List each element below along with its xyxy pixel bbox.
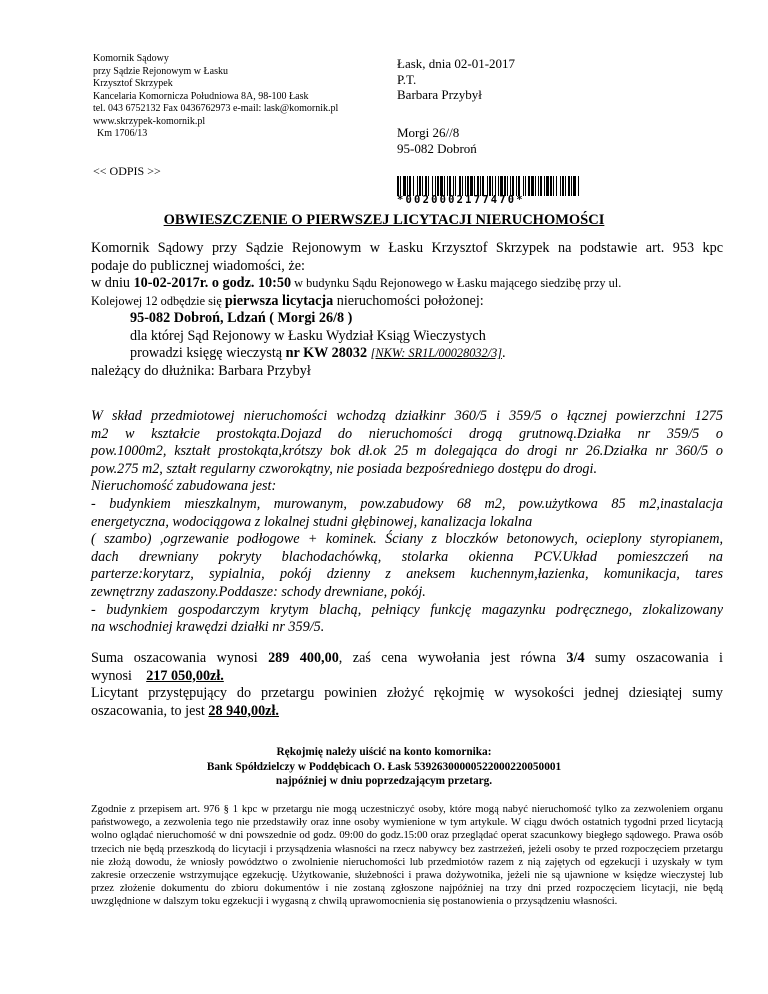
bailiff-header [93,53,338,141]
addressee-address [397,125,477,156]
text: Kolejowej 12 odbędzie się [91,293,225,308]
deposit-amount: 28 940,00zł. [208,702,279,719]
header-line: Komornik Sądowy [93,53,169,64]
header-line: Kancelaria Komornicza Południowa 8A, 98-100 Łask [93,90,309,102]
bank-account: Bank Spółdzielczy w Poddębicach O. Łask 53926300000522000220050001 [206,760,562,773]
address-city: 95-082 Dobroń [397,140,477,156]
intro-line: podaje do publicznej wiadomości, że: [91,257,305,274]
address-street: Morgi 26//8 [397,125,460,140]
barcode-number: *0020002177470* [397,194,525,206]
description-line: - budynkiem gospodarczym krytym blachą, pełniący funkcję magazynku podręcznego, zlokalizowany [91,601,723,618]
copy-marker: << ODPIS >> [93,164,161,178]
text: nieruchomości położonej: [333,292,484,309]
description-line: parterze:korytarz, sypialnia, pokój dzienny z aneksem kuchennym,łazienka, komunikacja, tares [91,566,723,583]
header-line: Krzysztof Skrzypek [93,78,173,89]
nkw-number: [NKW: SR1L/00028032/3] [370,346,503,360]
description-line: ( szambo) ,ogrzewanie podłogowe + kominek. Ściany z bloczków betonowych, ocieplony styropianem, [91,531,723,548]
description-line: m2 w kształcie prostokąta.Dojazd do nieruchomości drogą grutnową.Działka nr 359/5 o [91,425,723,442]
bank-line: Rękojmię należy uiścić na konto komornika: [276,746,492,758]
auction-date: 10-02-2017r. o godz. 10:50 [133,275,292,291]
salutation: P.T. [397,71,417,87]
starting-price-line [91,668,723,686]
valuation-line [91,650,723,668]
description-line: energetyczna, wodociągowa z lokalnej studni głębinowej, kanalizacja lokalna [91,513,533,530]
description-line: pow.1000m2, kształt prostokąta,krótszy bok dł.ok 25 m dolegająca do drogi nr 26.Działka nr 360/5 o [91,443,723,460]
kw-number: nr KW 28032 [285,345,368,361]
auction-type: pierwsza licytacja [224,292,334,309]
text: wynosi [91,667,147,684]
text: w dniu [91,275,134,291]
case-number: Km 1706/13 [97,128,148,139]
property-location: 95-082 Dobroń, Ldzań ( Morgi 26/8 ) [130,310,353,326]
description-line: Nieruchomość zabudowana jest: [91,478,277,495]
header-line: www.skrzypek-komornik.pl [93,115,206,127]
description-line: dach drewniany pokryty blachodachówką, stolarka okienna PCV.Układ pomieszczeń na [91,548,723,565]
deposit-info-line: Licytant przystępujący do przetargu powinien złożyć rękojmię w wysokości jednej dziesiątej sumy [91,685,723,701]
property-description [91,408,723,637]
legal-notice: Zgodnie z przepisem art. 976 § 1 kpc w przetargu nie mogą uczestniczyć osoby, które mogą nabyć nieruchomość tylko za zezwoleniem organu państwowego, a zezwolenia tego nie przedstawiły oraz inne osoby wymienione w tym artykule. W ciągu dwóch ostatnich tygodni przed licytacją wolno oglądać nieruchomość w dni powszednie od godz. 09:00 do godz.15:00 oraz przeglądać operat szacunkowy biegłego sądowego. Prawa osób trzecich nie będą przeszkodą do licytacji i przysądzenia własności na rzecz nabywcy bez zastrzeżeń, jeżeli osoby te przed rozpoczęciem przetargu nie złożą dowodu, że wniosły powództwo o zwolnienie nieruchomości lub przedmiotów razem z nią zajętych od egzekucji i uzyskały w tym zakresie orzeczenie wstrzymujące egzekucję. Użytkowanie, służebności i prawa dożywotnika, jeżeli nie są ujawnione w księdze wieczystej lub przez złożenie dokumentu do zbioru dokumentów i nie zostaną zgłoszone najpóźniej na trzy dni przed rozpoczęciem licytacji, nie będą uwzględnione w dalszym toku egzekucji i wygasną z chwilą uprawomocnienia się postanowienia o przysądzeniu własności. [91,804,723,908]
addressee-name: Barbara Przybył [397,87,482,102]
text: oszacowania, to jest [91,702,209,719]
price-fraction: 3/4 [566,650,585,666]
description-line: pow.275 m2, ształt regularny czworokątny, nie posiada bezpośredniego dostępu do drogi. [91,460,597,477]
valuation-section [91,650,723,720]
valuation-sum: 289 400,00 [268,650,339,666]
date-address-block [397,56,515,103]
land-register-line [91,345,723,363]
court-line: dla której Sąd Rejonowy w Łasku Wydział Ksiąg Wieczystych [130,327,486,344]
header-line: tel. 043 6752132 Fax 0436762973 e-mail: lask@komornik.pl [93,103,339,114]
bank-account-block [0,745,768,789]
header-line: przy Sądzie Rejonowym w Łasku [93,65,228,77]
text: , zaś cena wywołania jest równa [338,650,567,666]
description-line: - budynkiem mieszkalnym, murowanym, pow.zabudowy 68 m2, pow.użytkowa 85 m2,inastalacja [91,495,723,512]
bank-line: najpóźniej w dniu poprzedzającym przetarg. [275,775,493,787]
description-line: zewnętrzny zadaszony.Poddasze: schody drewniane, pokój. [91,583,426,600]
intro-section [91,240,723,380]
auction-place-line [91,293,723,311]
document-title [0,212,768,229]
description-line: na wschodniej krawędzi działki nr 359/5. [91,619,325,636]
text: w budynku Sądu Rejonowego w Łasku mającego siedzibę przy ul. [291,276,622,290]
title-text: OBWIESZCZENIE O PIERWSZEJ LICYTACJI NIERUCHOMOŚCI [163,212,605,228]
intro-line: Komornik Sądowy przy Sądzie Rejonowym w Łasku Krzysztof Skrzypek na podstawie art. 953 kpc [91,240,723,256]
text: . [502,345,506,361]
text: prowadzi księgę wieczystą [130,345,286,361]
barcode [397,176,580,196]
debtor-line: należący do dłużnika: Barbara Przybył [91,362,311,379]
description-line: W skład przedmiotowej nieruchomości wchodzą działkinr 360/5 i 359/5 o łącznej powierzchni 1275 [91,408,723,424]
starting-price: 217 050,00zł. [146,667,224,684]
deposit-line [91,703,723,721]
text: sumy oszacowania i [584,650,723,666]
text: Suma oszacowania wynosi [91,650,269,666]
auction-date-line [91,275,723,293]
date-line: Łask, dnia 02-01-2017 [397,56,516,71]
